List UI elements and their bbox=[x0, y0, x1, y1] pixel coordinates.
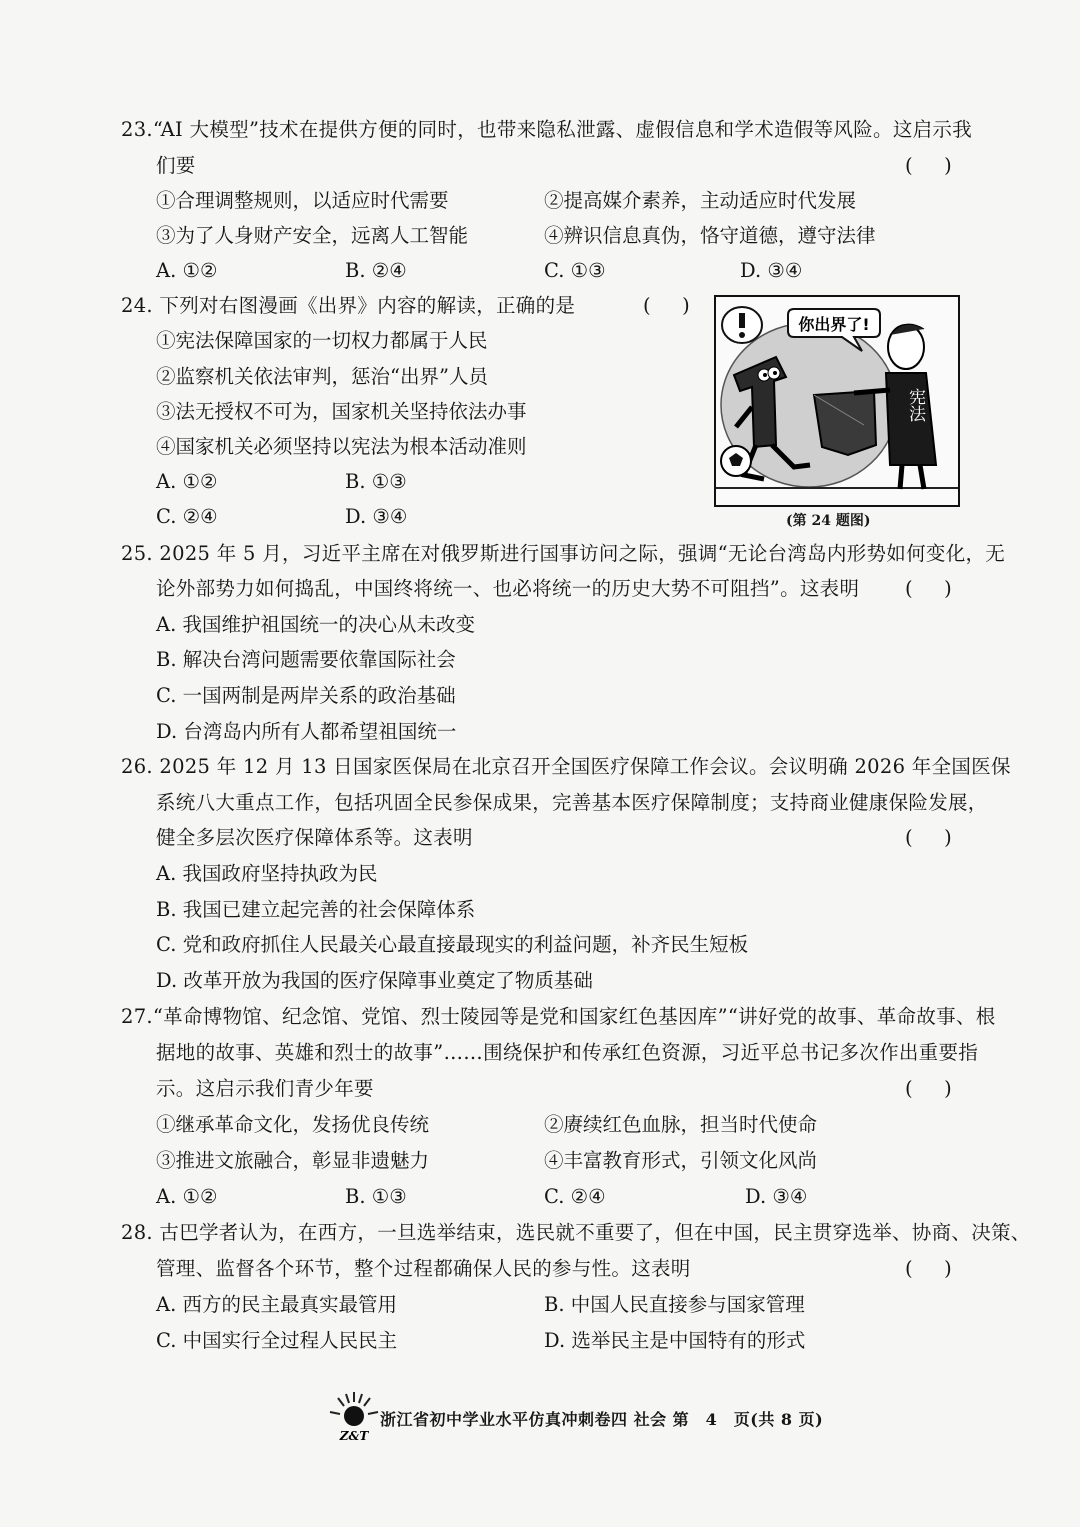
figure-caption: (第 24 题图) bbox=[786, 513, 871, 529]
question-stem-line: 健全多层次医疗保障体系等。这表明 bbox=[156, 826, 473, 849]
referee-label: 宪法 bbox=[905, 388, 925, 422]
speech-text: 你出界了! bbox=[798, 315, 870, 334]
option-d: D. ③④ bbox=[745, 1185, 808, 1208]
question-stem-line: 28. 古巴学者认为，在西方，一旦选举结束，选民就不重要了，但在中国，民主贯穿选举、协商、决策、 bbox=[121, 1221, 1031, 1244]
answer-paren: ( ) bbox=[905, 1257, 958, 1280]
statement-3: ③为了人身财产安全，远离人工智能 bbox=[156, 224, 469, 247]
question-stem-line: 26. 2025 年 12 月 13 日国家医保局在北京召开全国医疗保障工作会议。会议明确 2026 年全国医保 bbox=[121, 755, 1011, 778]
statement-3: ③推进文旅融合，彰显非遗魅力 bbox=[156, 1149, 430, 1172]
cartoon-illustration bbox=[714, 295, 960, 507]
statement-1: ①合理调整规则，以适应时代需要 bbox=[156, 189, 449, 212]
question-stem-line: 24. 下列对右图漫画《出界》内容的解读，正确的是 bbox=[121, 294, 576, 317]
option-c: C. ①③ bbox=[544, 259, 606, 282]
answer-paren: ( ) bbox=[643, 294, 696, 317]
option-a: A. 我国维护祖国统一的决心从未改变 bbox=[156, 613, 475, 636]
question-stem-line: 23.“AI 大模型”技术在提供方便的同时，也带来隐私泄露、虚假信息和学术造假等风险。这启示我 bbox=[121, 118, 973, 141]
statement-2: ②监察机关依法审判，惩治“出界”人员 bbox=[156, 365, 488, 388]
option-a: A. ①② bbox=[156, 1185, 218, 1208]
logo-text: Z&T bbox=[339, 1429, 369, 1442]
option-b: B. ①③ bbox=[345, 470, 407, 493]
answer-paren: ( ) bbox=[905, 154, 958, 177]
option-b: B. ②④ bbox=[345, 259, 407, 282]
option-a: A. ①② bbox=[156, 470, 218, 493]
question-stem-line: 示。这启示我们青少年要 bbox=[156, 1077, 374, 1100]
question-stem-line: 论外部势力如何捣乱，中国终将统一、也必将统一的历史大势不可阻挡”。这表明 bbox=[156, 577, 860, 600]
option-d: D. 改革开放为我国的医疗保障事业奠定了物质基础 bbox=[156, 969, 593, 992]
option-b: B. ①③ bbox=[345, 1185, 407, 1208]
option-c: C. ②④ bbox=[156, 505, 218, 528]
answer-paren: ( ) bbox=[905, 577, 958, 600]
question-stem-line: 系统八大重点工作，包括巩固全民参保成果，完善基本医疗保障制度；支持商业健康保险发展， bbox=[156, 791, 988, 814]
publisher-logo bbox=[326, 1388, 382, 1442]
question-stem-line: 管理、监督各个环节，整个过程都确保人民的参与性。这表明 bbox=[156, 1257, 691, 1280]
statement-4: ④丰富教育形式，引领文化风尚 bbox=[544, 1149, 818, 1172]
statement-4: ④辨识信息真伪，恪守道德，遵守法律 bbox=[544, 224, 876, 247]
option-d: D. 台湾岛内所有人都希望祖国统一 bbox=[156, 720, 457, 743]
question-stem-line: 据地的故事、英雄和烈士的故事”……围绕保护和传承红色资源，习近平总书记多次作出重要指 bbox=[156, 1041, 979, 1064]
option-a: A. 西方的民主最真实最管用 bbox=[156, 1293, 397, 1316]
option-c: C. 一国两制是两岸关系的政治基础 bbox=[156, 684, 456, 707]
statement-3: ③法无授权不可为，国家机关坚持依法办事 bbox=[156, 400, 527, 423]
option-c: C. 党和政府抓住人民最关心最直接最现实的利益问题，补齐民生短板 bbox=[156, 933, 749, 956]
option-c: C. 中国实行全过程人民民主 bbox=[156, 1329, 398, 1352]
football-icon bbox=[721, 446, 751, 476]
statement-4: ④国家机关必须坚持以宪法为根本活动准则 bbox=[156, 435, 527, 458]
answer-paren: ( ) bbox=[905, 1077, 958, 1100]
page-footer: 浙江省初中学业水平仿真冲刺卷四 社会 第 4 页(共 8 页) bbox=[380, 1410, 824, 1429]
question-stem-line: 25. 2025 年 5 月，习近平主席在对俄罗斯进行国事访问之际，强调“无论台湾岛内形势如何变化，无 bbox=[121, 542, 1006, 565]
option-d: D. 选举民主是中国特有的形式 bbox=[544, 1329, 806, 1352]
question-stem-line: 27.“革命博物馆、纪念馆、党馆、烈士陵园等是党和国家红色基因库”“讲好党的故事、革命故事、根 bbox=[121, 1005, 996, 1028]
answer-paren: ( ) bbox=[905, 826, 958, 849]
statement-1: ①继承革命文化，发扬优良传统 bbox=[156, 1113, 430, 1136]
statement-2: ②提高媒介素养，主动适应时代发展 bbox=[544, 189, 857, 212]
statement-1: ①宪法保障国家的一切权力都属于人民 bbox=[156, 329, 488, 352]
exclamation-icon bbox=[722, 307, 762, 343]
statement-2: ②赓续红色血脉，担当时代使命 bbox=[544, 1113, 818, 1136]
option-a: A. 我国政府坚持执政为民 bbox=[156, 862, 378, 885]
option-b: B. 解决台湾问题需要依靠国际社会 bbox=[156, 648, 456, 671]
option-a: A. ①② bbox=[156, 259, 218, 282]
option-b: B. 我国已建立起完善的社会保障体系 bbox=[156, 898, 476, 921]
option-d: D. ③④ bbox=[345, 505, 408, 528]
question-stem-line: 们要 bbox=[156, 154, 196, 177]
option-d: D. ③④ bbox=[740, 259, 803, 282]
option-b: B. 中国人民直接参与国家管理 bbox=[544, 1293, 805, 1316]
option-c: C. ②④ bbox=[544, 1185, 606, 1208]
